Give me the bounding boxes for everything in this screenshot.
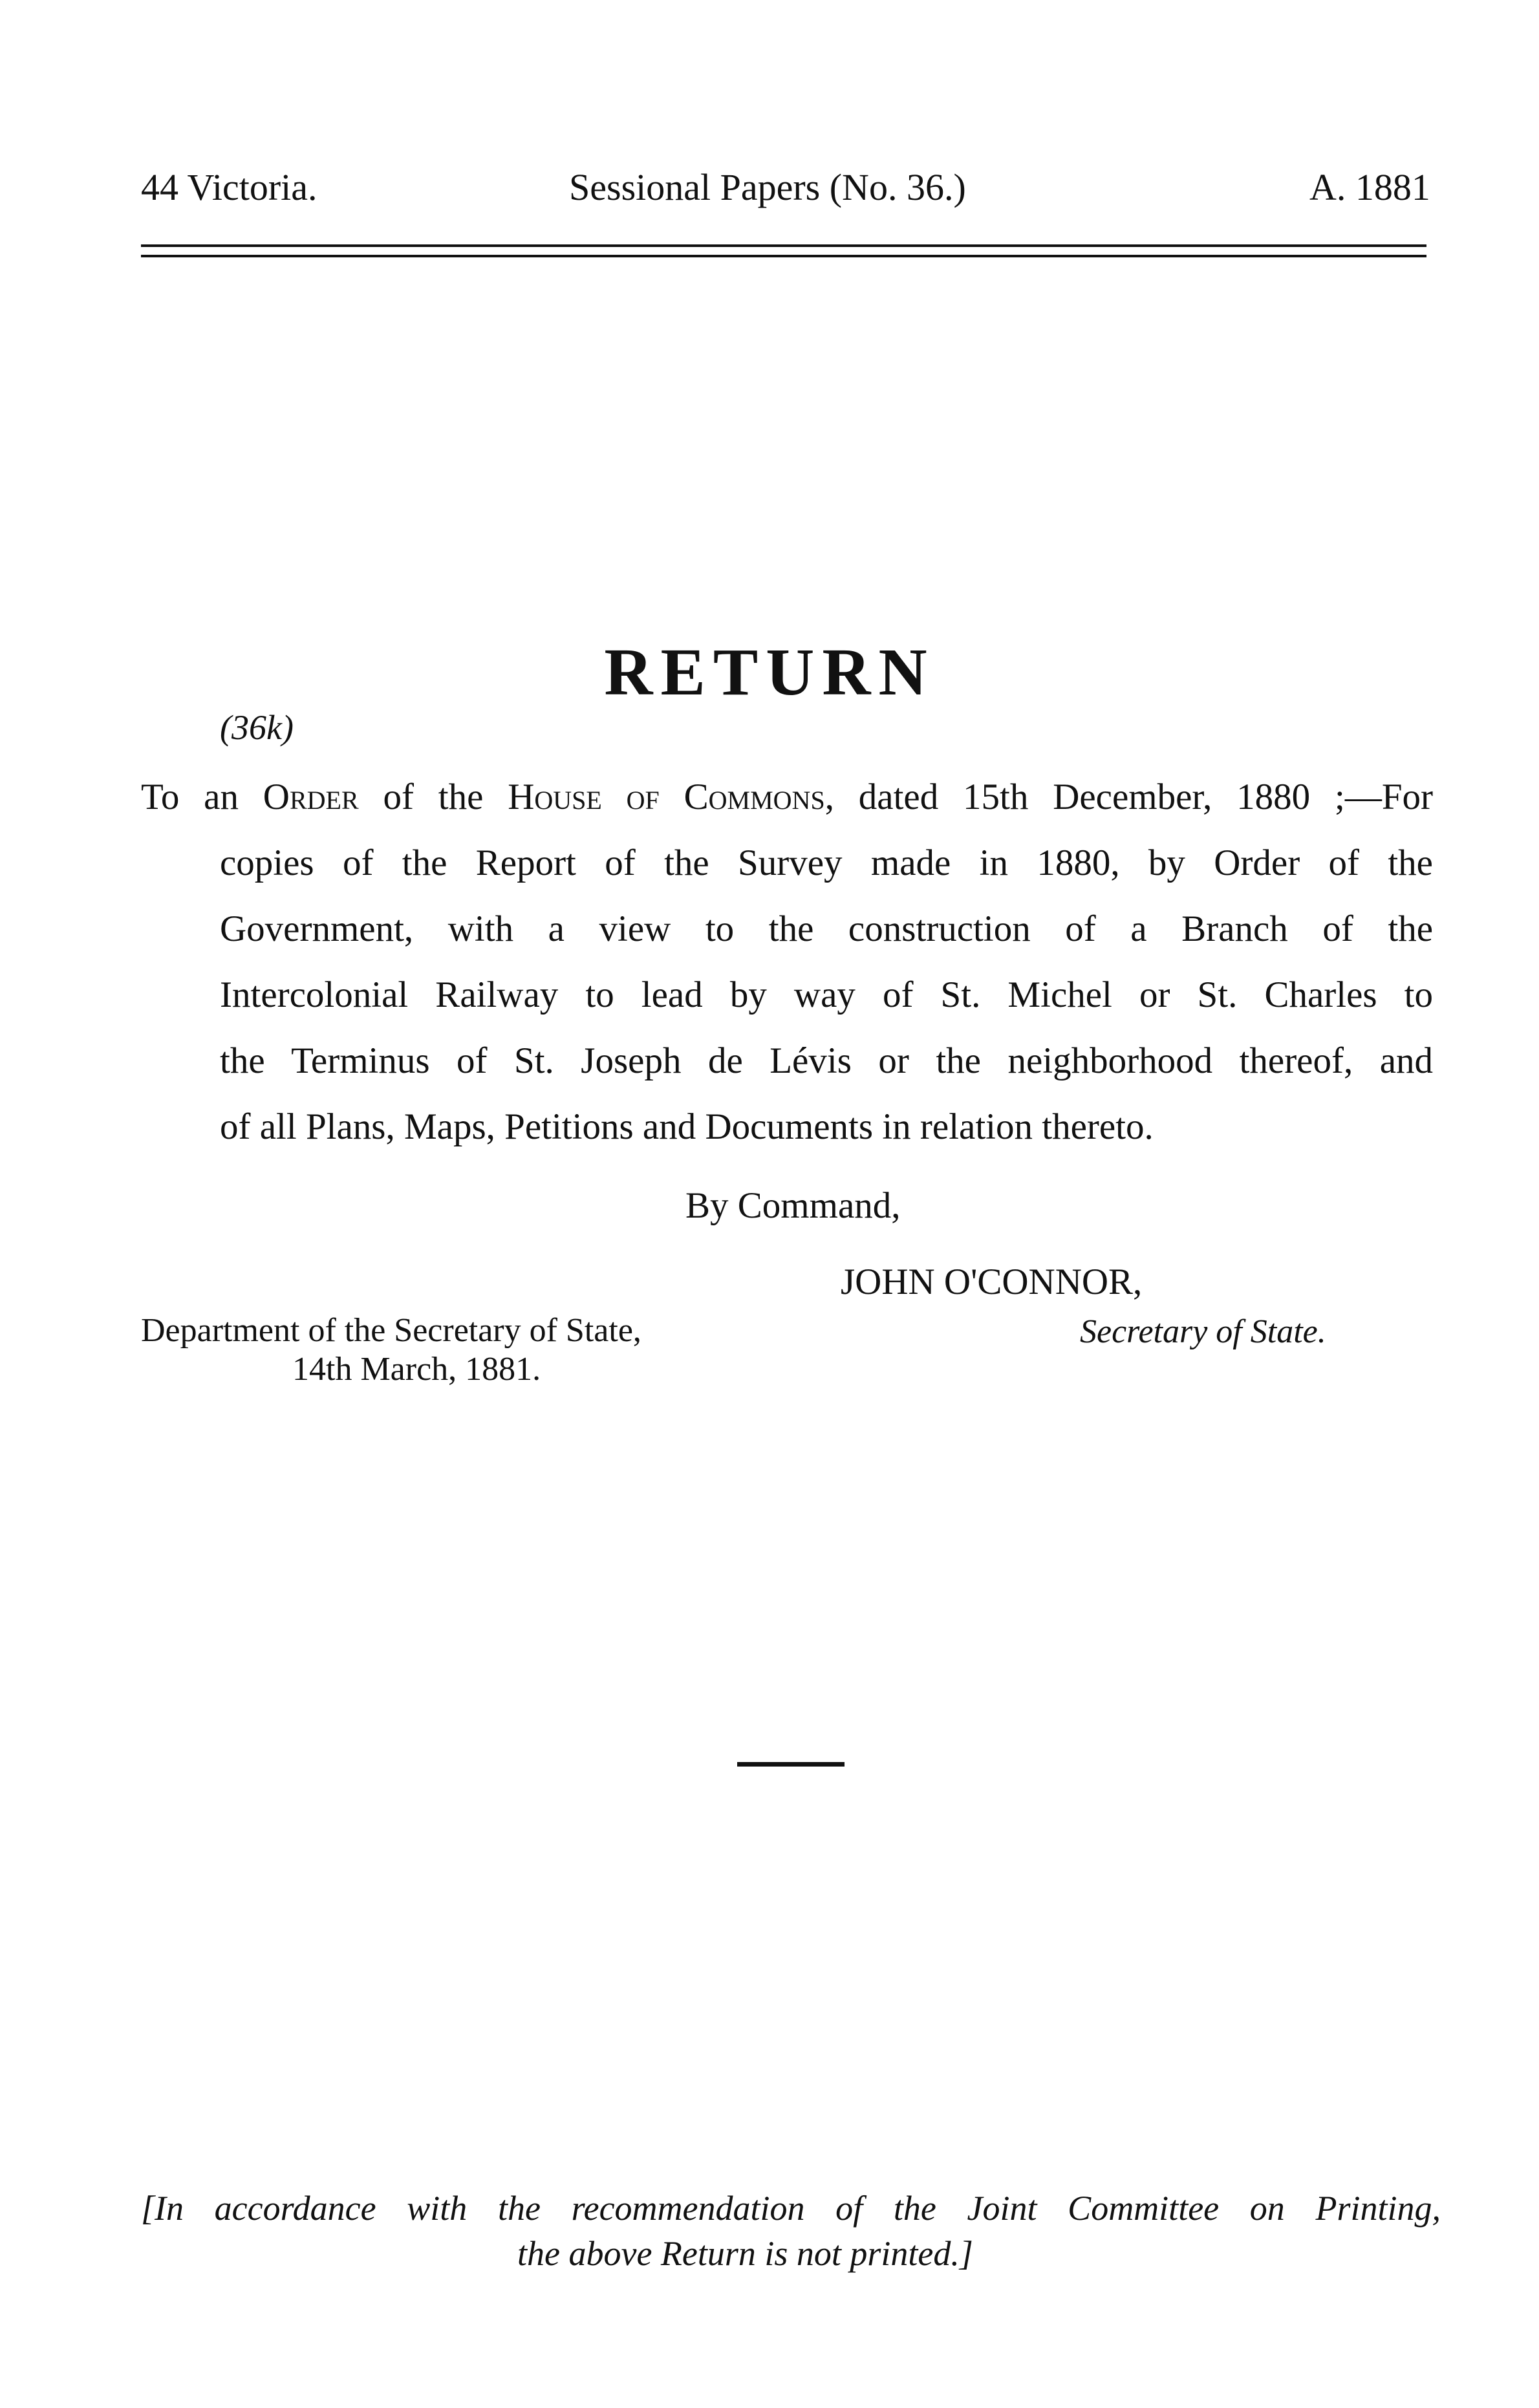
department-name: Department of the Secretary of State, (141, 1312, 641, 1349)
body-order-term: Order (263, 777, 359, 817)
document-date: 14th March, 1881. (292, 1351, 541, 1388)
body-line-1 (141, 775, 1433, 820)
header-rule-bottom (141, 255, 1426, 257)
by-command: By Command, (685, 1185, 901, 1226)
body-line-3: Government, with a view to the construction of a Branch of the (220, 908, 1433, 949)
header-year: A. 1881 (1309, 166, 1430, 208)
body-line-1-mid: of the (358, 777, 508, 817)
footer-note-line-2: the above Return is not printed.] (517, 2234, 973, 2273)
body-line-2: copies of the Report of the Survey made in 1880, by Order of the (220, 843, 1433, 883)
body-line-1-post: , dated 15th December, 1880 ;—For (824, 777, 1434, 817)
section-divider (737, 1762, 845, 1767)
document-reference: (36k) (220, 708, 294, 747)
body-line-4: Intercolonial Railway to lead by way of St. Michel or St. Charles to (220, 974, 1433, 1015)
body-line-5: the Terminus of St. Joseph de Lévis or the neighborhood thereof, and (220, 1040, 1433, 1081)
body-house-term: House of Commons (508, 777, 825, 817)
header-regnal-year: 44 Victoria. (141, 166, 317, 208)
body-line-6: of all Plans, Maps, Petitions and Documents in relation thereto. (220, 1106, 1154, 1147)
header-rule-top (141, 244, 1426, 247)
header-sessional-papers: Sessional Papers (No. 36.) (569, 166, 966, 208)
signatory-name: JOHN O'CONNOR, (841, 1262, 1143, 1302)
document-title: RETURN (604, 635, 935, 709)
footer-note-line-1: [In accordance with the recommendation of the Joint Committee on Printing, (141, 2189, 1441, 2228)
body-line-1-pre: To an (141, 777, 263, 817)
signatory-title: Secretary of State. (1080, 1313, 1326, 1350)
